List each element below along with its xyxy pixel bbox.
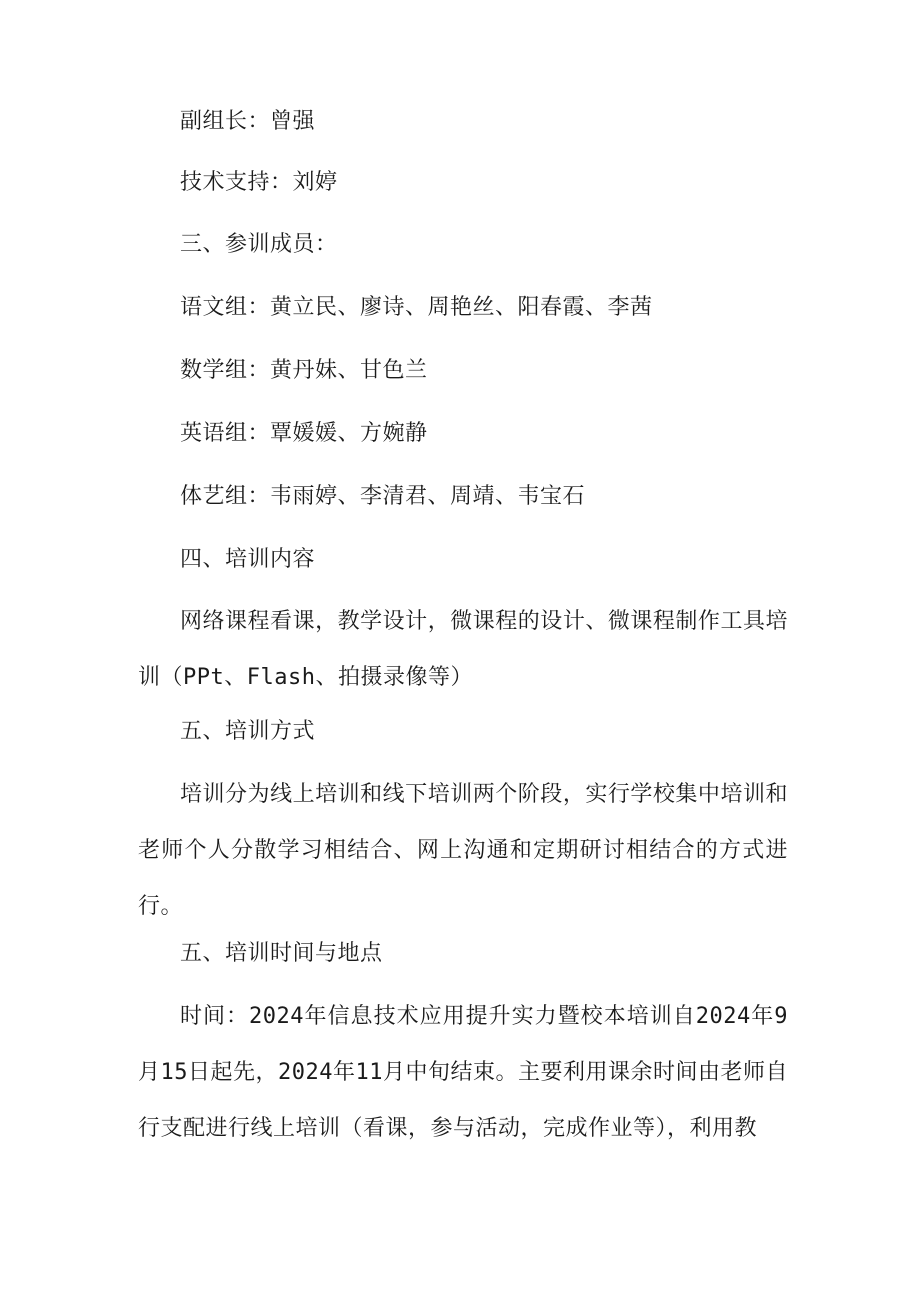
- member-group-math: 数学组：黄丹妹、甘色兰: [180, 358, 428, 383]
- member-group-chinese: 语文组：黄立民、廖诗、周艳丝、阳春霞、李茜: [180, 295, 653, 320]
- section-heading-content: 四、培训内容: [180, 547, 316, 572]
- section-heading-members: 三、参训成员：: [180, 232, 338, 257]
- tech-support-line: 技术支持：刘婷: [180, 170, 338, 195]
- member-group-pe-arts: 体艺组：韦雨婷、李清君、周靖、韦宝石: [180, 484, 586, 509]
- section-heading-method: 五、培训方式: [180, 719, 316, 744]
- section-body-method: 培训分为线上培训和线下培训两个阶段，实行学校集中培训和老师个人分散学习相结合、网上沟通和定期研讨相结合的方式进行。: [138, 782, 788, 919]
- section-body-content: 网络课程看课，教学设计，微课程的设计、微课程制作工具培训（PPt、Flash、拍摄录像等）: [138, 609, 788, 690]
- section-heading-time-place: 五、培训时间与地点: [180, 941, 383, 966]
- member-group-english: 英语组：覃媛媛、方婉静: [180, 421, 428, 446]
- deputy-leader-line: 副组长：曾强: [180, 109, 316, 134]
- section-body-time-place: 时间：2024年信息技术应用提升实力暨校本培训自2024年9月15日起先，2024年11月中旬结束。主要利用课余时间由老师自行支配进行线上培训（看课，参与活动，完成作业等），利用教: [138, 1004, 788, 1141]
